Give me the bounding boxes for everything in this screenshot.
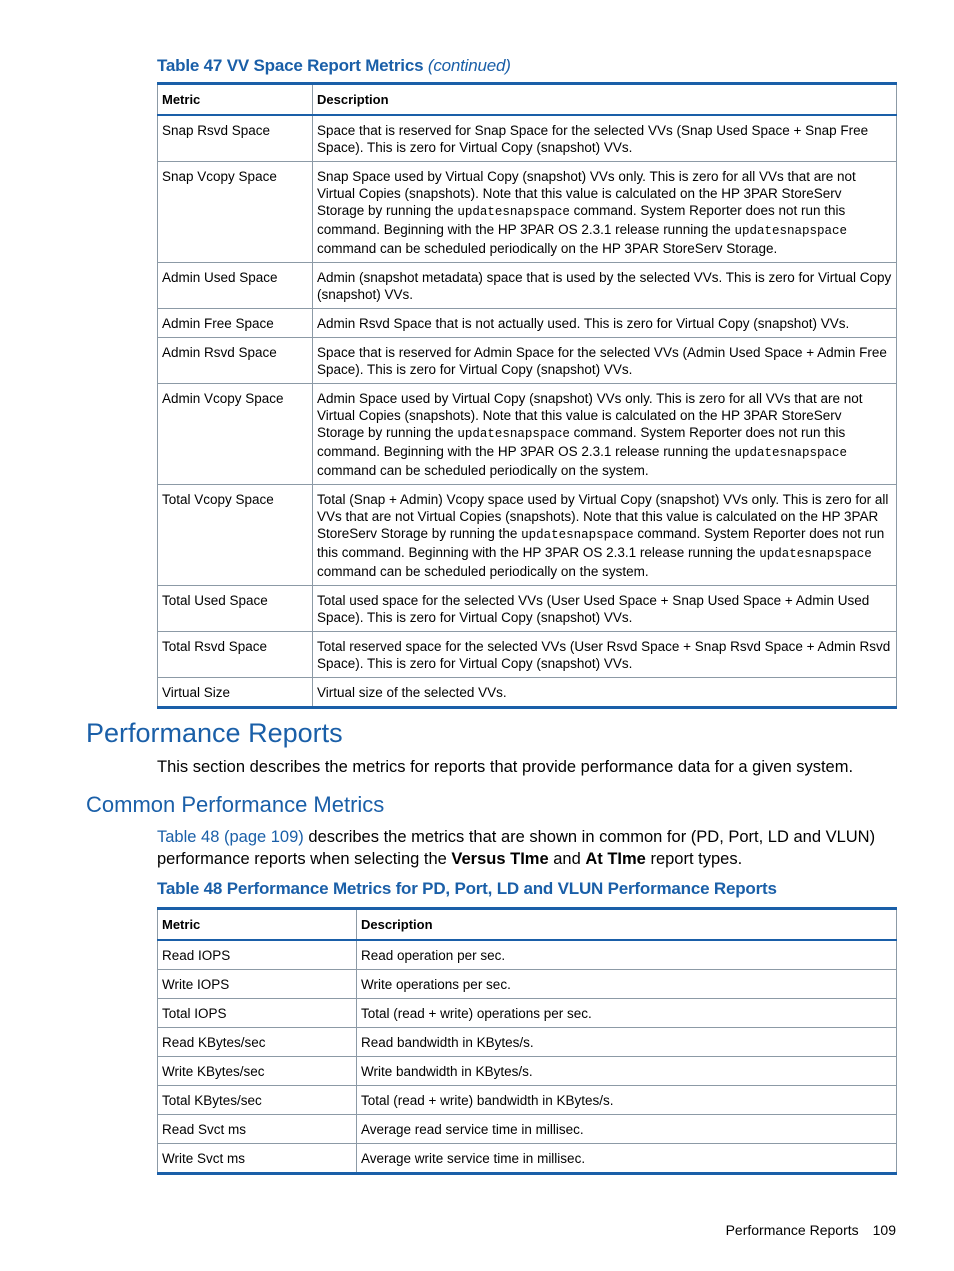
description-cell <box>357 1086 897 1115</box>
description-cell <box>313 309 897 338</box>
description-cell <box>357 1144 897 1174</box>
description-text: Virtual size of the selected VVs. <box>317 685 507 700</box>
column-header-description: Description <box>313 84 897 116</box>
description-cell <box>313 162 897 263</box>
description-text: Read operation per sec. <box>361 948 506 963</box>
table-header-row <box>158 909 897 941</box>
table-row <box>158 1115 897 1144</box>
description-cell <box>357 940 897 970</box>
section-intro: This section describes the metrics for reports that provide performance data for a given system. <box>157 758 854 776</box>
description-cell <box>313 485 897 586</box>
table-48-caption-text: Table 48 Performance Metrics for PD, Port, LD and VLUN Performance Reports <box>157 879 777 898</box>
description-text: Write operations per sec. <box>361 977 511 992</box>
description-text: Read bandwidth in KBytes/s. <box>361 1035 534 1050</box>
metric-cell: Admin Free Space <box>158 309 313 338</box>
description-cell <box>313 263 897 309</box>
table-row <box>158 338 897 384</box>
description-text: Total (read + write) bandwidth in KBytes/s. <box>361 1093 614 1108</box>
description-text: command. System Reporter does not run this command. Beginning with the HP 3PAR OS 2.3.1 release running the <box>317 203 846 237</box>
table-row <box>158 309 897 338</box>
table-row <box>158 1086 897 1115</box>
page-footer <box>726 1222 896 1238</box>
description-text: Space that is reserved for Admin Space for the selected VVs (Admin Used Space + Admin Free Space). This is zero for Virtual Copy (snapshot) VVs. <box>317 345 887 377</box>
metric-cell: Read KBytes/sec <box>158 1028 357 1057</box>
table-48 <box>157 907 897 1175</box>
table-47-caption-continued: (continued) <box>427 56 511 75</box>
table-row <box>158 632 897 678</box>
paragraph-text-c: report types. <box>645 850 743 868</box>
paragraph-text-a: describes the metrics that are shown in common for (PD, Port, LD and VLUN) performance reports when selecting the <box>157 828 876 868</box>
description-text: Space that is reserved for Snap Space for the selected VVs (Snap Used Space + Snap Free Space). This is zero for Virtual Copy (snapshot) VVs. <box>317 123 869 155</box>
description-cell <box>357 970 897 999</box>
table-row <box>158 384 897 485</box>
paragraph-text-b: and <box>548 850 586 868</box>
description-cell <box>313 678 897 708</box>
table-row <box>158 1057 897 1086</box>
metric-cell: Write KBytes/sec <box>158 1057 357 1086</box>
column-header-metric: Metric <box>158 909 357 941</box>
metric-cell: Write Svct ms <box>158 1144 357 1174</box>
column-header-metric: Metric <box>158 84 313 116</box>
description-text: Total reserved space for the selected VVs (User Rsvd Space + Snap Rsvd Space + Admin Rsvd Space). This is zero for Virtual Copy (snapshot) VVs. <box>317 639 891 671</box>
subsection-paragraph <box>157 826 902 870</box>
description-text: Snap Space used by Virtual Copy (snapshot) VVs only. This is zero for all VVs that are not Virtual Copies (snapshots). Note that this value is calculated on the HP 3PAR StoreServ Storage by running the <box>317 169 856 218</box>
table-47-caption <box>157 56 511 76</box>
description-cell <box>357 1057 897 1086</box>
metric-cell: Admin Used Space <box>158 263 313 309</box>
table-47 <box>157 82 897 709</box>
command-name: updatesnapspace <box>734 224 848 238</box>
table-row <box>158 999 897 1028</box>
footer-label: Performance Reports <box>725 1222 859 1238</box>
table-row <box>158 586 897 632</box>
subsection-title: Common Performance Metrics <box>86 792 385 817</box>
description-cell <box>357 999 897 1028</box>
description-text: Average write service time in millisec. <box>361 1151 586 1166</box>
description-text: command can be scheduled periodically on the HP 3PAR StoreServ Storage. <box>317 241 778 256</box>
metric-cell: Admin Vcopy Space <box>158 384 313 485</box>
metric-cell: Write IOPS <box>158 970 357 999</box>
description-text: Average read service time in millisec. <box>361 1122 584 1137</box>
command-name: updatesnapspace <box>457 427 570 441</box>
table-row <box>158 485 897 586</box>
description-cell <box>357 1115 897 1144</box>
description-cell <box>313 115 897 162</box>
description-cell <box>313 586 897 632</box>
at-time-term: At TIme <box>585 850 646 868</box>
description-text: Admin Space used by Virtual Copy (snapshot) VVs only. This is zero for all VVs that are not Virtual Copies (snapshots). Note that this value is calculated on the HP 3PAR StoreServ Storage by running the <box>317 391 863 440</box>
description-text: Write bandwidth in KBytes/s. <box>361 1064 533 1079</box>
metric-cell: Total Rsvd Space <box>158 632 313 678</box>
metric-cell: Snap Rsvd Space <box>158 115 313 162</box>
description-text: Admin Rsvd Space that is not actually used. This is zero for Virtual Copy (snapshot) VVs. <box>317 316 850 331</box>
description-text: Total (Snap + Admin) Vcopy space used by Virtual Copy (snapshot) VVs only. This is zero for all VVs that are not Virtual Copies (snapshots). Note that this value is calculated on the HP 3PAR StoreServ Storage by running the <box>317 492 889 541</box>
description-text: Total (read + write) operations per sec. <box>361 1006 592 1021</box>
metric-cell: Virtual Size <box>158 678 313 708</box>
description-text: command can be scheduled periodically on the system. <box>317 564 649 579</box>
section-title: Performance Reports <box>86 718 343 748</box>
table-48-caption <box>157 879 777 899</box>
column-header-description: Description <box>357 909 897 941</box>
metric-cell: Total KBytes/sec <box>158 1086 357 1115</box>
table-row <box>158 940 897 970</box>
table-header-row <box>158 84 897 116</box>
table-row <box>158 1028 897 1057</box>
metric-cell: Snap Vcopy Space <box>158 162 313 263</box>
description-cell <box>313 384 897 485</box>
table-48-link[interactable]: Table 48 (page 109) <box>157 828 304 846</box>
table-row <box>158 678 897 708</box>
metric-cell: Admin Rsvd Space <box>158 338 313 384</box>
command-name: updatesnapspace <box>521 528 634 542</box>
metric-cell: Total Used Space <box>158 586 313 632</box>
description-cell <box>313 632 897 678</box>
table-row <box>158 1144 897 1174</box>
description-text: Admin (snapshot metadata) space that is used by the selected VVs. This is zero for Virtual Copy (snapshot) VVs. <box>317 270 892 302</box>
table-row <box>158 970 897 999</box>
command-name: updatesnapspace <box>734 446 848 460</box>
metric-cell: Read Svct ms <box>158 1115 357 1144</box>
metric-cell: Total IOPS <box>158 999 357 1028</box>
versus-time-term: Versus TIme <box>451 850 549 868</box>
table-47-caption-text: Table 47 VV Space Report Metrics <box>157 56 424 75</box>
command-name: updatesnapspace <box>759 547 872 561</box>
description-text: command. System Reporter does not run this command. Beginning with the HP 3PAR OS 2.3.1 release running the <box>317 425 846 459</box>
description-cell <box>357 1028 897 1057</box>
page-number: 109 <box>872 1222 896 1238</box>
table-row <box>158 162 897 263</box>
table-row <box>158 115 897 162</box>
metric-cell: Total Vcopy Space <box>158 485 313 586</box>
description-cell <box>313 338 897 384</box>
description-text: command can be scheduled periodically on the system. <box>317 463 649 478</box>
description-text: Total used space for the selected VVs (User Used Space + Snap Used Space + Admin Used Space). This is zero for Virtual Copy (snapshot) VVs. <box>317 593 870 625</box>
metric-cell: Read IOPS <box>158 940 357 970</box>
table-row <box>158 263 897 309</box>
command-name: updatesnapspace <box>457 205 570 219</box>
description-text: command. System Reporter does not run this command. Beginning with the HP 3PAR OS 2.3.1 release running the <box>317 526 885 560</box>
